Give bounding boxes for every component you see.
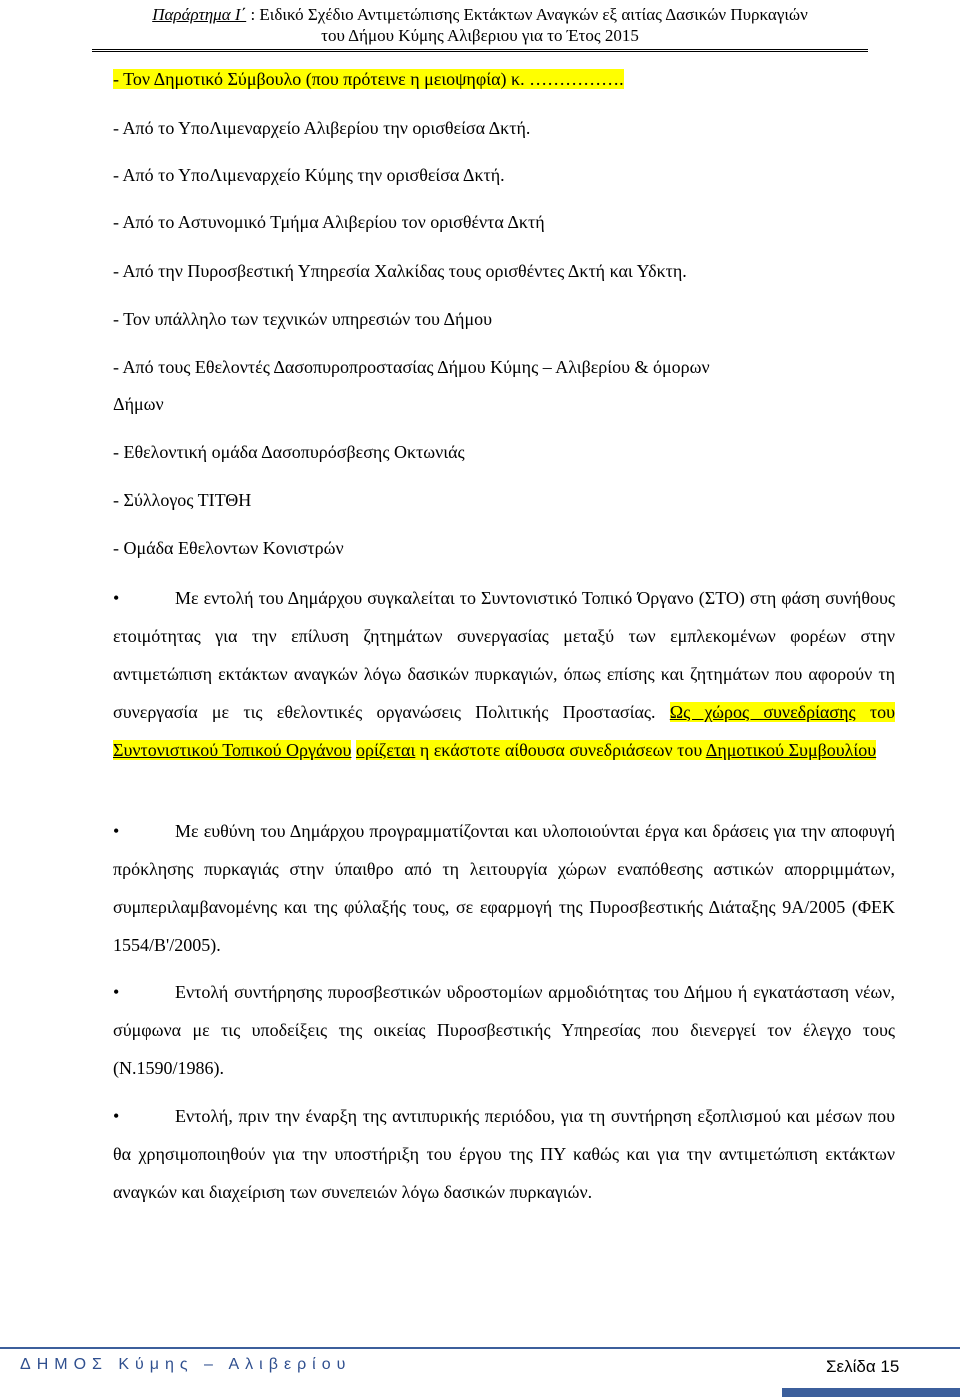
list-item: Δήμων: [113, 394, 164, 414]
list-item: - Τον υπάλληλο των τεχνικών υπηρεσιών του Δήμου: [113, 309, 493, 329]
paragraph-equipment: • Εντολή, πριν την έναρξη της αντιπυρικής περιόδου, για τη συντήρηση εξοπλισμού και μέσων που θα χρησιμοποιηθούν για την υποστήριξη του έργου της ΠΥ καθώς και για την αντιμετώπιση εκτάκτων αναγκών και διαχείριση των συνεπειών λόγω δασικών πυρκαγιών.: [113, 1097, 895, 1211]
bullet: •: [113, 982, 120, 1002]
list-item: - Από το Αστυνομικό Τμήμα Αλιβερίου τον ορισθέντα Δκτή: [113, 212, 545, 232]
list-item: - Ομάδα Εθελοντων Κονιστρών: [113, 538, 344, 558]
header-title: : Ειδικό Σχέδιο Αντιμετώπισης Εκτάκτων Αναγκών εξ αιτίας Δασικών Πυρκαγιών: [246, 5, 808, 24]
page-header: [0, 0, 960, 46]
bullet: •: [113, 821, 120, 841]
paragraph-hydrants: • Εντολή συντήρησης πυροσβεστικών υδροστομίων αρμοδιότητας του Δήμου ή εγκατάσταση νέων, σύμφωνα με τις υποδείξεις της οικείας Πυροσβεστικής Υπηρεσίας που διενεργεί τον έλεγχο τους (Ν.1590/1986).: [113, 973, 895, 1087]
paragraph-sto: • Με εντολή του Δημάρχου συγκαλείται το Συντονιστικό Τοπικό Όργανο (ΣΤΟ) στη φάση συνήθους ετοιμότητας για την επίλυση ζητημάτων συνεργασίας μεταξύ των εμπλεκομένων φορέων στην αντιμετώπιση εκτάκτων αναγκών λόγω δασικών πυρκαγιών, όπως επίσης και ζητημάτων που αφορούν τη συνεργασία με τις εθελοντικές οργανώσεις Πολιτικής Προστασίας. Ως χώρος συνεδρίασης του Συντονιστικού Τοπικού Οργάνου ορίζεται η εκάστοτε αίθουσα συνεδριάσεων του Δημοτικού Συμβουλίου: [113, 579, 895, 769]
header-divider: [92, 49, 868, 52]
list-item: - Σύλλογος ΤΙΤΘΗ: [113, 490, 252, 510]
header-line-1: [0, 4, 960, 25]
list-item: - Εθελοντική ομάδα Δασοπυρόσβεσης Οκτωνιάς: [113, 442, 465, 462]
list-item: - Τον Δημοτικό Σύμβουλο (που πρότεινε η μειοψηφία) κ. …………….: [113, 69, 624, 89]
header-line-2: του Δήμου Κύμης Αλιβεριου για το Έτος 2015: [321, 26, 639, 45]
list-item: - Από τους Εθελοντές Δασοπυροπροστασίας Δήμου Κύμης – Αλιβερίου & όμορων: [113, 357, 710, 377]
list-item: - Από το ΥποΛιμεναρχείο Αλιβερίου την ορισθείσα Δκτή.: [113, 118, 531, 138]
bullet: •: [113, 1106, 120, 1126]
appendix-label: Παράρτημα Ι΄: [152, 5, 247, 24]
bullet: •: [113, 588, 120, 608]
list-item: - Από την Πυροσβεστική Υπηρεσία Χαλκίδας τους ορισθέντες Δκτή και Υδκτη.: [113, 261, 687, 281]
paragraph-waste-sites: • Με ευθύνη του Δημάρχου προγραμματίζονται και υλοποιούνται έργα και δράσεις για την αποφυγή πρόκλησης πυρκαγιάς στην ύπαιθρο από τη λειτουργία χώρων εναπόθεσης αστικών απορριμμάτων, συμπεριλαμβανομένης και της φύλαξής τους, σε εφαρμογή της Πυροσβεστικής Διάταξης 9Α/2005 (ΦΕΚ 1554/Β'/2005).: [113, 812, 895, 964]
list-item: - Από το ΥποΛιμεναρχείο Κύμης την ορισθείσα Δκτή.: [113, 165, 505, 185]
footer-municipality: ΔΗΜΟΣ Κύμης – Αλιβερίου: [20, 1356, 352, 1373]
footer-divider: [0, 1347, 960, 1349]
footer-accent-bar: [782, 1388, 960, 1397]
page-number: Σελίδα 15: [826, 1357, 900, 1376]
